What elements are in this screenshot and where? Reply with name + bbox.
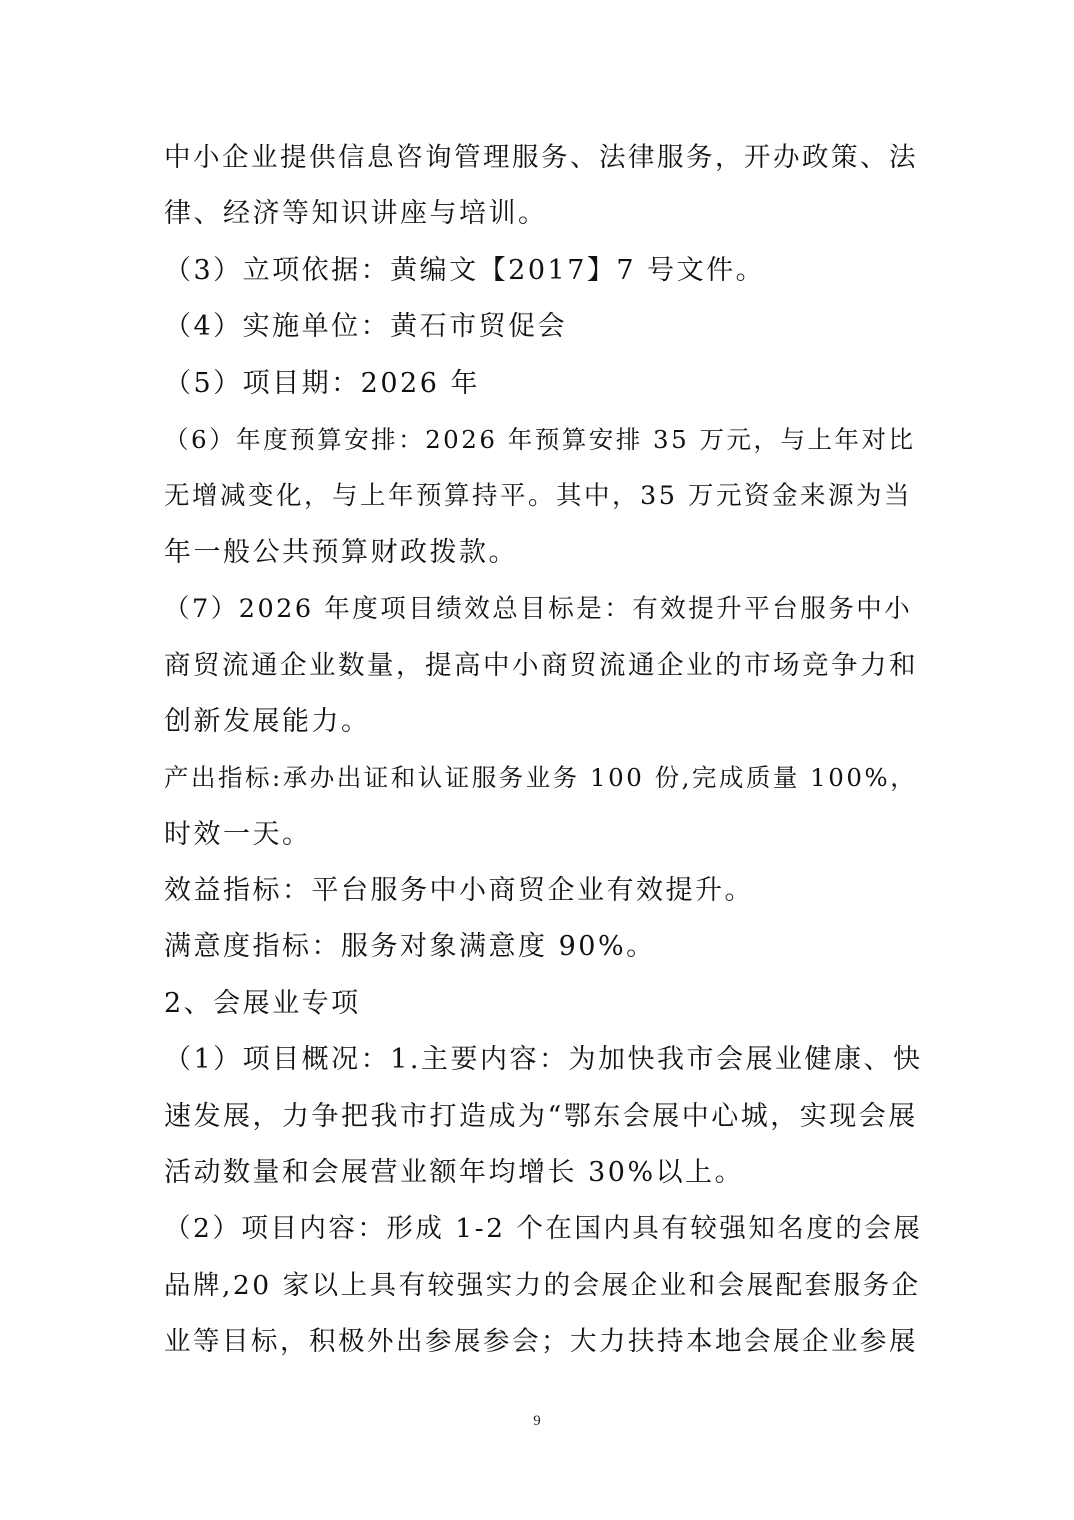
- text-line: （3）立项依据：黄编文【2017】7 号文件。: [164, 254, 766, 286]
- text-line: 速发展，力争把我市打造成为“鄂东会展中心城，实现会展: [164, 1100, 918, 1132]
- text-line: 律、经济等知识讲座与培训。: [164, 198, 548, 230]
- text-line: 无增减变化，与上年预算持平。其中，35 万元资金来源为当: [164, 481, 913, 512]
- page-number: 9: [533, 1413, 541, 1429]
- text-line: 创新发展能力。: [164, 705, 371, 737]
- document-body: [164, 130, 924, 1371]
- text-line: （1）项目概况：1.主要内容：为加快我市会展业健康、快: [164, 1044, 923, 1076]
- text-line: 满意度指标：服务对象满意度 90%。: [164, 931, 656, 963]
- text-line: 中小企业提供信息咨询管理服务、法律服务，开办政策、法: [164, 142, 918, 173]
- text-line: （5）项目期：2026 年: [164, 367, 480, 399]
- text-line: （4）实施单位：黄石市贸促会: [164, 311, 568, 343]
- text-line: 活动数量和会展营业额年均增长 30%以上。: [164, 1157, 745, 1189]
- text-line: 商贸流通企业数量，提高中小商贸流通企业的市场竞争力和: [164, 649, 918, 681]
- text-line: （6）年度预算安排：2026 年预算安排 35 万元，与上年对比: [164, 424, 916, 454]
- text-line: 效益指标：平台服务中小商贸企业有效提升。: [164, 875, 754, 907]
- text-line: （2）项目内容：形成 1-2 个在国内具有较强知名度的会展: [164, 1213, 923, 1245]
- text-line: 时效一天。: [164, 818, 312, 850]
- text-line: 品牌,20 家以上具有较强实力的会展企业和会展配套服务企: [164, 1269, 921, 1301]
- text-line: 年一般公共预算财政拨款。: [164, 536, 518, 568]
- text-line: 产出指标:承办出证和认证服务业务 100 份,完成质量 100%，: [164, 763, 918, 793]
- text-line: （7）2026 年度项目绩效总目标是：有效提升平台服务中小: [164, 594, 913, 625]
- text-line: 业等目标，积极外出参展参会；大力扶持本地会展企业参展: [164, 1326, 918, 1358]
- section-heading: 2、会展业专项: [164, 987, 361, 1019]
